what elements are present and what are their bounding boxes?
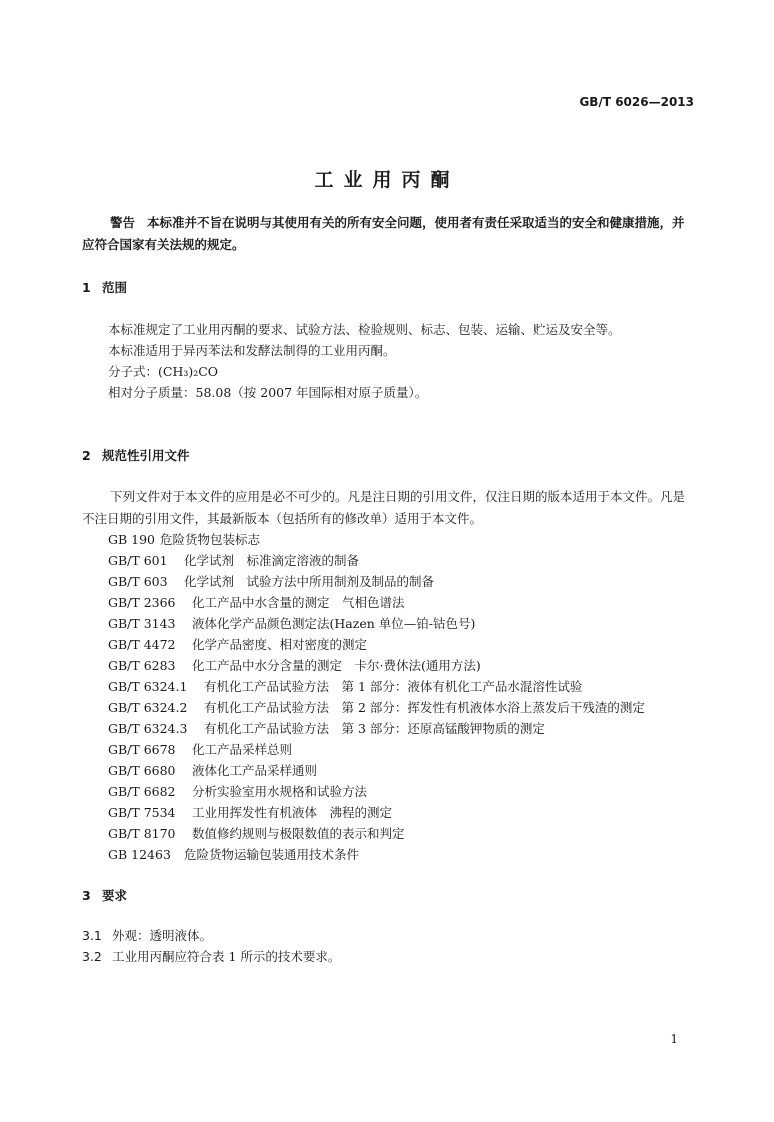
section-number: 3 — [82, 888, 91, 903]
reference-code: GB/T 6283 — [108, 658, 176, 673]
reference-item — [108, 740, 292, 758]
reference-code: GB 12463 — [108, 847, 171, 862]
reference-code: GB/T 3143 — [108, 616, 176, 631]
reference-code: GB 190 — [108, 532, 156, 547]
reference-code: GB/T 4472 — [108, 637, 176, 652]
reference-code: GB/T 6682 — [108, 784, 176, 799]
reference-title: 工业用挥发性有机液体 沸程的测定 — [192, 805, 393, 820]
reference-title: 危险货物运输包装通用技术条件 — [184, 847, 360, 862]
reference-item — [108, 635, 367, 653]
section-title: 规范性引用文件 — [102, 448, 190, 463]
reference-code: GB/T 7534 — [108, 805, 176, 820]
reference-code: GB/T 6680 — [108, 763, 176, 778]
section-2-heading — [82, 446, 190, 464]
reference-code: GB/T 6678 — [108, 742, 176, 757]
scope-line: 本标准适用于异丙苯法和发酵法制得的工业用丙酮。 — [108, 343, 396, 358]
reference-item — [108, 593, 405, 611]
clause-text: 工业用丙酮应符合表 1 所示的技术要求。 — [112, 949, 341, 964]
reference-item — [108, 719, 545, 737]
reference-title: 数值修约规则与极限数值的表示和判定 — [192, 826, 405, 841]
reference-item — [108, 824, 405, 842]
reference-code: GB/T 603 — [108, 574, 168, 589]
reference-item — [108, 614, 475, 632]
reference-code: GB/T 6324.2 — [108, 700, 188, 715]
clause-text: 外观：透明液体。 — [112, 928, 213, 943]
reference-item — [108, 572, 434, 590]
reference-code: GB/T 601 — [108, 553, 168, 568]
reference-title: 有机化工产品试验方法 第 2 部分：挥发性有机液体水浴上蒸发后干残渣的测定 — [204, 700, 645, 715]
reference-title: 化学试剂 试验方法中所用制剂及制品的制备 — [184, 574, 435, 589]
warning-paragraph — [82, 212, 694, 256]
reference-title: 有机化工产品试验方法 第 1 部分：液体有机化工产品水混溶性试验 — [204, 679, 583, 694]
clause-number: 3.2 — [82, 949, 102, 964]
reference-item — [108, 530, 260, 548]
molecular-formula: 分子式：(CH₃)₂CO — [108, 364, 219, 379]
reference-title: 液体化学产品颜色测定法(Hazen 单位—铂-钴色号) — [192, 616, 476, 631]
reference-code: GB/T 2366 — [108, 595, 176, 610]
reference-item — [108, 698, 645, 716]
reference-code: GB/T 8170 — [108, 826, 176, 841]
page-number: 1 — [670, 1032, 678, 1046]
section-title: 要求 — [102, 888, 128, 903]
molecular-mass: 相对分子质量：58.08（按 2007 年国际相对原子质量）。 — [108, 385, 428, 400]
reference-item — [108, 803, 392, 821]
references-intro: 下列文件对于本文件的应用是必不可少的。凡是注日期的引用文件，仅注日期的版本适用于本文件。凡是不注日期的引用文件，其最新版本（包括所有的修改单）适用于本文件。 — [82, 489, 686, 526]
section-1-heading — [82, 278, 127, 296]
warning-text: 本标准并不旨在说明与其使用有关的所有安全问题，使用者有责任采取适当的安全和健康措施，并应符合国家有关法规的规定。 — [82, 215, 685, 252]
reference-item — [108, 782, 367, 800]
requirement-item — [82, 947, 340, 965]
section-3-heading — [82, 886, 127, 904]
scope-line: 本标准规定了工业用丙酮的要求、试验方法、检验规则、标志、包装、运输、贮运及安全等。 — [108, 322, 621, 337]
section-number: 2 — [82, 448, 91, 463]
section-title: 范围 — [102, 280, 128, 295]
reference-item — [108, 845, 359, 863]
reference-item — [108, 677, 582, 695]
reference-item — [108, 656, 481, 674]
reference-title: 有机化工产品试验方法 第 3 部分：还原高锰酸钾物质的测定 — [204, 721, 545, 736]
clause-number: 3.1 — [82, 928, 102, 943]
warning-label: 警告 — [110, 215, 136, 230]
requirement-item — [82, 926, 212, 944]
reference-title: 液体化工产品采样通则 — [192, 763, 318, 778]
reference-title: 分析实验室用水规格和试验方法 — [192, 784, 368, 799]
reference-item — [108, 551, 359, 569]
reference-item — [108, 761, 317, 779]
reference-title: 危险货物包装标志 — [160, 532, 261, 547]
reference-code: GB/T 6324.1 — [108, 679, 188, 694]
reference-title: 化学产品密度、相对密度的测定 — [192, 637, 368, 652]
section-number: 1 — [82, 280, 91, 295]
reference-code: GB/T 6324.3 — [108, 721, 188, 736]
reference-title: 化工产品中水含量的测定 气相色谱法 — [192, 595, 405, 610]
reference-title: 化学试剂 标准滴定溶液的制备 — [184, 553, 360, 568]
reference-title: 化工产品采样总则 — [192, 742, 293, 757]
standard-code: GB/T 6026—2013 — [579, 95, 694, 109]
reference-title: 化工产品中水分含量的测定 卡尔·费休法(通用方法) — [192, 658, 481, 673]
document-title: 工业用丙酮 — [314, 169, 460, 191]
